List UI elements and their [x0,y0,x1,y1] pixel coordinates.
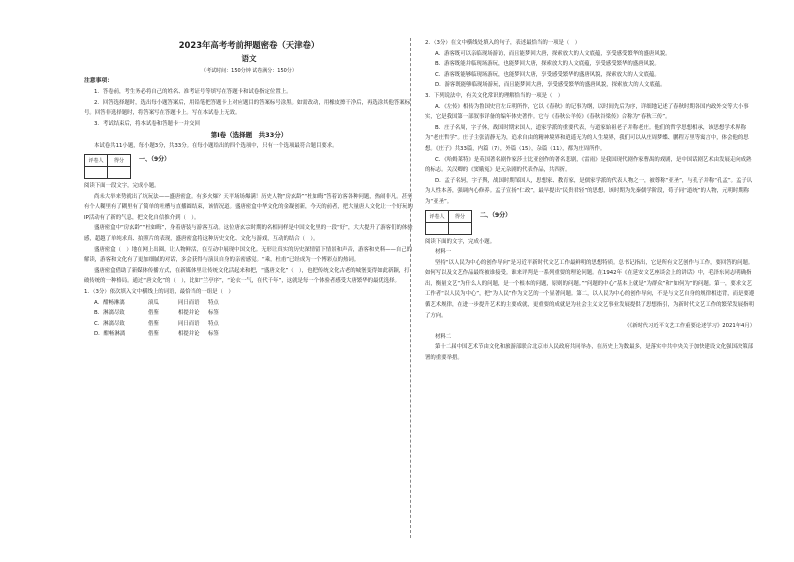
passage-paragraph: 盛唐密盒借助了新媒体传播方式，在新媒体里让传统文化活起来和把，“盛唐文化”（ ），也把传统文化古老的城堡变得如此新颖，打破传统的一种格局。通过“唐文化”的（ ），比如“兰亭序”，“论衣一气，在代千年”，这就是每一个体验者感受大唐繁华的最优选择。 [84,267,410,285]
score-table-header-score: 得分 [108,154,131,166]
option-text: 同日而语 [178,320,200,327]
option-text: 特点 [208,320,219,327]
section1-title: 第Ⅰ卷（选择题 共33分） [210,131,288,140]
option-text: 借鉴 [148,320,159,327]
note-item: 2．回答选择题时，选出每小题答案后，用铅笔把答题卡上对应题目的答案标号涂黑。如需改动，用橡皮擦干净后，再选涂其他答案标号。回答非选择题时，将答案写在答题卡上。写在本试卷上无效。 [84,99,411,117]
passage-paragraph: 盛唐密盒中“房玄龄”“杜如晦”，身着唐装与游客互动。这位唐玄宗时期的名相同样是中国文化里的一段“好”，大大提升了游客们的体验感，超越了单纯求真、拍照片的表现，盛唐密盒将这种历史文化、文化与游戏，互动的结合（ ）。 [84,225,413,242]
question-3-stem: 3．下列说法中，有关文化常识的理解恰当的一项是（ ） [425,92,564,99]
part1-instruction: 阅读下面一段文字，完成小题。 [84,182,160,189]
part2-instruction: 阅读下面的文字，完成小题。 [425,238,496,245]
material1-text: 坚持“以人民为中心的创作导向”是习近平新时代文艺工作最鲜明的思想特质。总书记指出，它是所有文艺创作与工作，要回答的问题。如何写以及文艺作品最终被谁接受。谁来评判是一系列重要的理论问题。在1942年《在延安文艺座谈会上的讲话》中，毛泽东同志明确指出，衡量文艺“为什么人的问题，是一个根本的问题，原则的问题。”“问题的中心”基本上就是“为群众”和“如何为”的问题。第一，要求文艺工作者“以人民为中心”，把“为人民”作为文艺的一个显著问题。第二，以人民为中心的创作导向，不是与文艺自身的规律相违背，而是要遵循艺术规律，在进一步提升艺术的主要成就，更重要的成就是为社会主义文艺事业发展提供了思想指引，为新时代文艺工作的繁荣发展指明了方向。 [425,259,755,319]
option-text: B．淋漓尽致 [94,310,125,317]
material2-text: 第十二届中国艺术节由文化和旅游部联合北京市人民政府共同举办，在历史上为数最多，是落实中共中央关于加快建设文化强国决策部署的重要举措。 [425,344,754,362]
score-table [84,154,131,179]
question-3-option: C．《哈姆莱特》是英国著名剧作家莎士比亚创作的著名悲剧，《雷雨》是我国现代剧作家曹禺的戏剧，是中国话剧艺术由发展走向成熟的标志。关汉卿的《窦娥冤》是元杂剧的代表作品，共四折。 [425,156,752,174]
part1-label: 一、（9分） [139,155,171,163]
subject-title: 语文 [241,54,257,63]
column-divider [410,38,411,538]
option-text: 同日而语 [178,299,200,306]
question-2-option: B．游客既能并临现场游玩，也能梦回大唐，探索放大的人文底蕴，享受感受繁华的盛唐风貌。 [435,61,660,68]
section1-intro: 本试卷共11小题，每小题3分，共33分。在每小题给出的四个选项中，只有一个选项最符合题目要求。 [94,143,338,150]
score-table [425,210,472,235]
option-text: 特点 [208,299,219,306]
score-table-cell [108,166,131,178]
score-box-1 [84,154,414,179]
left-column [84,38,414,340]
passage-paragraph: 尚未大举来势就出了坑玩法——盛唐密盒。有多火爆？天平场场爆满！历史人物“房玄龄”“杜如晦”答着访客各种问题，热闹非凡。甚至有个人糊里有了糊里有了简单的吐槽与直播圆结束，该情况道。盛唐密盒中华文化的金凝创新，今天的前者，把大量唐人文化让一个好玩的IP活动有了新的气息，把文化自信推介到（ ）。 [84,193,413,221]
material1-label: 材料一 [435,249,452,256]
question-2-option: A．游客既可以亲临现场游访，而且能梦回大唐，探索放大的人文底蕴，享受感受繁华的盛唐风貌。 [435,50,671,57]
option-text: 滚瓜 [148,299,159,306]
notes-heading: 注意事项： [84,78,113,84]
score-table-cell [426,222,449,234]
note-item: 1．答卷前，考生务必将自己的姓名、准考证号等填写在答题卡和试卷指定位置上。 [94,89,292,95]
option-text: 标签 [208,331,219,338]
option-text: 借鉴 [148,310,159,317]
question-1-option [84,329,414,340]
score-table-cell [449,222,472,234]
option-text: D．酣畅淋漓 [94,331,126,338]
score-table-cell [85,166,108,178]
exam-info: （考试时间：150分钟 试卷满分：150分） [201,68,297,74]
question-1-stem: 1．（3分）依次填入文中横线上的词语，最恰当的一组是（ ） [84,288,234,295]
question-1-option [84,319,414,330]
question-2-stem: 2．（3分）在文中横线处填入的句子，表述最恰当的一项是（ ） [425,40,581,46]
option-text: 相提并论 [178,331,200,338]
question-2-option: C．游客既能够临现场游玩，也能梦回大唐，享受感受繁华的盛唐风貌，探索放大的人文底蕴。 [435,71,660,78]
part2-label: 二、（9分） [480,211,512,219]
score-table-header-grader: 评卷人 [426,210,449,222]
option-text: C．淋漓尽致 [94,320,125,327]
score-table-header-score: 得分 [449,210,472,222]
question-1-option [84,298,414,309]
passage-paragraph: 盛唐密盒（ ）地在网上出圈，让人物鲜活，在互动中展现中国文化。无形让真实的历史深情留下情景和声音，游客和史料——自己的解读，游客和文化有了更加细腻的对话，多会获得与演员自身的亲密感觉。“乘，杜甫”已经成为一个博彩点的热词。 [84,246,413,264]
question-2-option: D．游客既能够临现场游玩，而且能梦回大唐，享受感受繁华的盛唐风貌，探索放大的人文底蕴。 [435,82,666,89]
option-text: 相提并论 [178,310,200,317]
option-text: 标签 [208,310,219,317]
material1-source: （《新时代习近平文艺工作重要论述学习》2021年4月） [624,323,755,330]
score-table-header-grader: 评卷人 [85,154,108,166]
option-text: A．酣畅淋漓 [94,299,125,306]
material2-label: 材料二 [435,333,452,340]
question-3-option: B．庄子名周，字子休，战国时期宋国人，道家学派的重要代表，与道家始祖老子并称老庄。他们的哲学思想相承，该思想学术界称为“老庄哲学”。庄子主张清静无为，追求自由的精神境界和逍遥无为的人生境界，我们可以从庄周梦蝶、鹏程万里等寓言中，体会他的思想。《庄子》共33篇，内篇（7），外篇（15），杂篇（11），都为庄周所作。 [425,124,749,152]
right-column [425,38,755,364]
score-box-2 [425,210,755,235]
question-1-option [84,308,414,319]
exam-title: 2023年高考考前押题密卷（天津卷） [178,40,320,50]
question-3-option: D．孟子名轲，字子舆，战国时期邹国人，思想家、教育家，是儒家学派的代表人物之一，被尊称“亚圣”，与孔子并称“孔孟”。孟子认为人性本善，强调内心修养。孟子宣扬“仁政”，最早提出“民贵君轻”的思想，该时期为先秦儒学阶段，荀子同“道统”的人物，元明时期称为“亚圣”。 [425,177,753,205]
note-item: 3．考试结束后，将本试卷和答题卡一并交回 [94,120,200,127]
option-text: 借鉴 [148,331,159,338]
question-3-option: A．《左传》相传为鲁国史官左丘明所作，它以《春秋》的记事为纲，以时间先后为序，详细地记述了春秋时期各国内政外交等大小事实，它是我国第一部叙事详备的编年体史著作。它与《春秋公羊传》《春秋谷梁传》合称为“春秋三传”。 [425,103,749,121]
